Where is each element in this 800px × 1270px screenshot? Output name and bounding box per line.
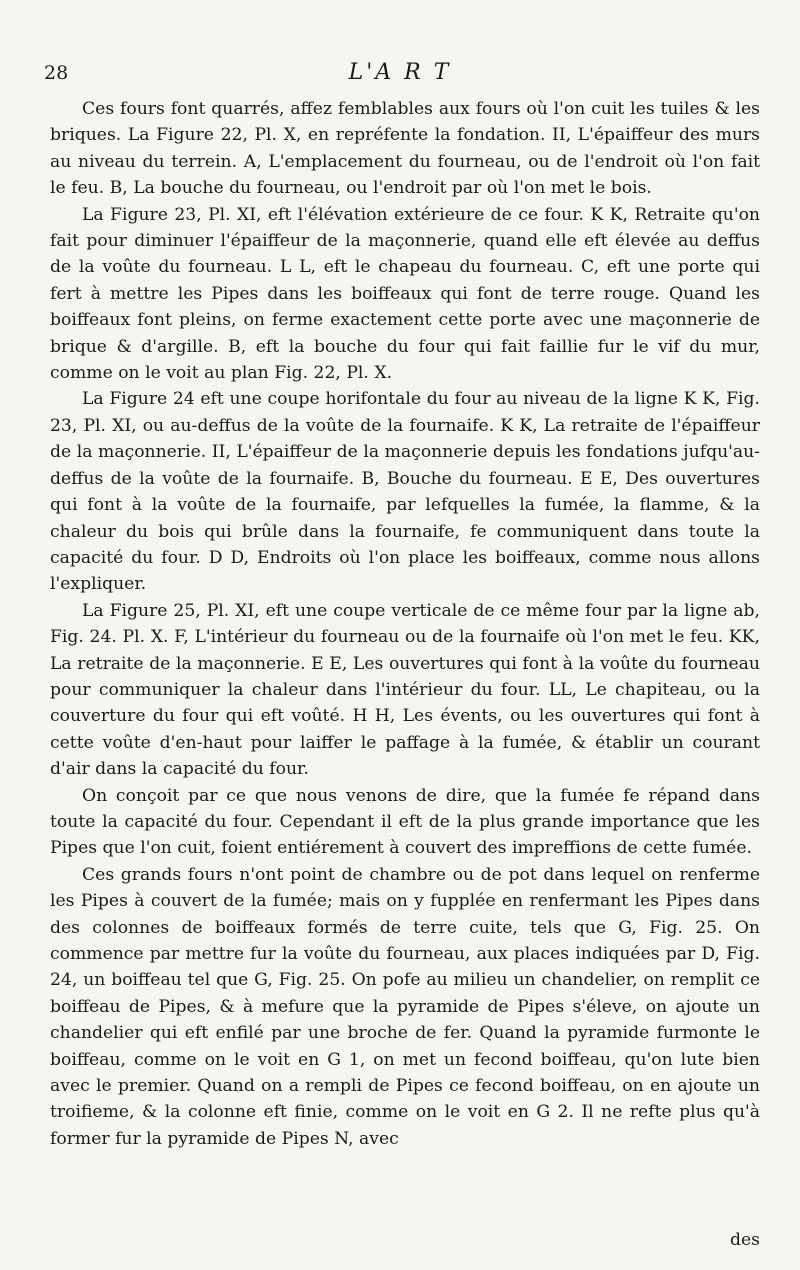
body-text	[50, 96, 760, 1152]
paragraph-4: La Figure 25, Pl. XI, eft une coupe verticale de ce même four par la ligne ab, Fig. 24. Pl. X. F, L'intérieur du fourneau ou de la fournaife où l'on met le feu. KK, La retraite de la maçonnerie. E E, Les ouvertures qui font à la voûte du fourneau pour communiquer la chaleur dans l'intérieur du four. LL, Le chapiteau, ou la couverture du four qui eft voûté. H H, Les évents, ou les ouvertures qui font à cette voûte d'en-haut pour laiffer le paffage à la fumée, & établir un courant d'air dans la capacité du four.	[50, 600, 760, 780]
paragraph-2: La Figure 23, Pl. XI, eft l'élévation extérieure de ce four. K K, Retraite qu'on fait pour diminuer l'épaiffeur de la maçonnerie, quand elle eft élevée au deffus de la voûte du fourneau. L L, eft le chapeau du fourneau. C, eft une porte qui fert à mettre les Pipes dans les boiffeaux qui font de terre rouge. Quand les boiffeaux font pleins, on ferme exactement cette porte avec une maçonnerie de brique & d'argille. B, eft la bouche du four qui fait faillie fur le vif du mur, comme on le voit au plan Fig. 22, Pl. X.	[50, 204, 760, 384]
paragraph-1: Ces fours font quarrés, affez femblables aux fours où l'on cuit les tuiles & les briques. La Figure 22, Pl. X, en repréfente la fondation. II, L'épaiffeur des murs au niveau du terrein. A, L'emplacement du fourneau, ou de l'endroit où l'on fait le feu. B, La bouche du fourneau, ou l'endroit par où l'on met le bois.	[50, 99, 760, 199]
paragraph-3: La Figure 24 eft une coupe horifontale du four au niveau de la ligne K K, Fig. 23, Pl. XI, ou au-deffus de la voûte de la fournaife. K K, La retraite de l'épaiffeur de la maçonnerie. II, L'épaiffeur de la maçonnerie depuis les fondations jufqu'au-deffus de la voûte de la fournaife. B, Bouche du fourneau. E E, Des ouvertures qui font à la voûte de la fournaife, par lefquelles la fumée, la flamme, & la chaleur du bois qui brûle dans la fournaife, fe communiquent dans toute la capacité du four. D D, Endroits où l'on place les boiffeaux, comme nous allons l'expliquer.	[50, 389, 760, 595]
page-header	[44, 62, 756, 92]
running-title: L'A R T	[348, 60, 452, 85]
page-number: 28	[44, 62, 69, 84]
paragraph-5: On conçoit par ce que nous venons de dire, que la fumée fe répand dans toute la capacité du four. Cependant il eft de la plus grande importance que les Pipes que l'on cuit, foient entiérement à couvert des impreffions de cette fumée.	[50, 785, 760, 859]
catchword: des	[730, 1230, 760, 1250]
paragraph-6: Ces grands fours n'ont point de chambre ou de pot dans lequel on renferme les Pipes à couvert de la fumée; mais on y fupplée en renfermant les Pipes dans des colonnes de boiffeaux formés de terre cuite, tels que G, Fig. 25. On commence par mettre fur la voûte du fourneau, aux places indiquées par D, Fig. 24, un boiffeau tel que G, Fig. 25. On pofe au milieu un chandelier, on remplit ce boiffeau de Pipes, & à mefure que la pyramide de Pipes s'éleve, on ajoute un chandelier qui eft enfilé par une broche de fer. Quand la pyramide furmonte le boiffeau, comme on le voit en G 1, on met un fecond boiffeau, qu'on lute bien avec le premier. Quand on a rempli de Pipes ce fecond boiffeau, on en ajoute un troifieme, & la colonne eft finie, comme on le voit en G 2. Il ne refte plus qu'à former fur la pyramide de Pipes N, avec	[50, 864, 760, 1149]
